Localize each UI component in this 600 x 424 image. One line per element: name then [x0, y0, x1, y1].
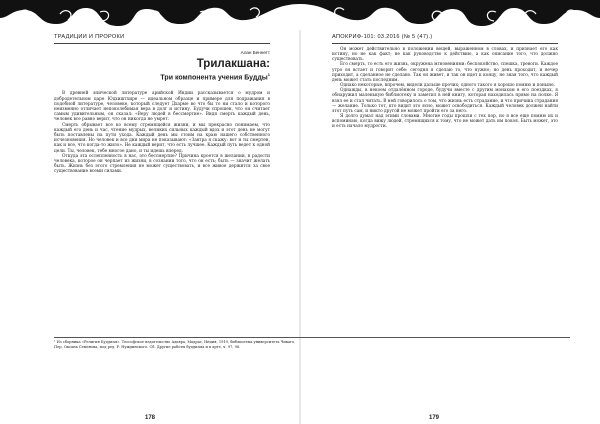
page-number-left: 178 [144, 415, 155, 421]
body-paragraph: В древней эпической литературе арийской Индии рассказывается о мудром и добродетельном царе Юдхиштхире — идеальном образце и примере для подражания в подобной литературе, человеке, который следует Дхарме во что бы то ни стало и которого неизменно отличает непоколебимая вера в долг и истину. Будучи спрошен, что он считает самым удивительным, он сказал: «Веру людей в бессмертие». Видя смерть каждый день, человек все равно верит, что он никогда не умрет. [54, 91, 270, 123]
page-number-right: 179 [428, 415, 439, 421]
flourish-ornament-icon [300, 0, 600, 30]
footnote: ¹ Из сборника «Религия Буддизм». Теософское издательство Адьяра, Мадрас, Индия, 1919, библиотека университета Чикаго. [54, 340, 296, 344]
right-page [300, 30, 600, 424]
article-title: Трилакшана: [196, 58, 270, 70]
article-author: Алан Беннетт [240, 50, 270, 55]
ornament-left-top [0, 0, 300, 30]
subtitle-footnote-mark: 1 [267, 72, 270, 77]
body-paragraph: Откуда эта ослепленность в нас, это бессмертие? Причина кроется в желании, в радости человека, которое он черпает из жизни, в сознании того, что он есть; быть — значит желать быть. Жизнь без этого стремления не может существовать, и все живое держится за свое существование всеми силами. [54, 153, 270, 175]
left-page [0, 30, 300, 424]
body-paragraph: Его смерть, то есть его жизнь, окружена мгновениями: беспокойство, спешка, тревоги. Каждое утро он встает и говорит себе: сегодня я сделаю то, что нужно; но день проходит, и вечер приходит, а сделанное не сделано. Так он живет, и так он идет к концу, не зная того, что каждый день может стать последним. [332, 62, 558, 83]
body-paragraph: Однако некоторые, впрочем, видели дальше прочих; одного такого я хорошо помню и поныне. [340, 83, 555, 89]
body-paragraph: Смерть обрывает все ко всему стремящейся жизни, и мы прекрасно понимаем, что каждый его день и час, чтение мудрых, великих сильных каждый вдох и этот день не могут быть поставлены на пути ухода. Каждый день мы стоим на краю нашего собственного исчезновения. Но человек и все дни мира не показывают: «Завтра я скажу: вот и ты смертен, как и все, что когда-то жило». Не каждый верит, что есть лучшее. Каждый путь ведет к одной цели. Ты, человек, тебе многое дано, и ты идешь вперед. [54, 122, 270, 154]
article-subtitle-text: Три компонента учения Будды [160, 74, 268, 82]
article-subtitle [54, 70, 270, 82]
body-paragraph: Он может действительно в положении вещей, выраженном в словах, и признает его как истину, но не как факт; не как руководство к действию, а как описание того, что должно существовать. [332, 47, 558, 63]
footnote: Пер. Оксана Семенова, под ред. Р. Нуждинского. Сб. Другие работы буддизма и в арте, ч. 97, 98. [54, 344, 241, 349]
body-paragraph: Однажды, в некоем отдалённом городе, будучи вместе с другим монахом в его поездках, я обнаружил маленькую библиотеку и заметил в ней книгу, которая находилась прямо на полке. Я взял ее и стал читать. В ней говорилось о том, что жизнь есть страдание, и что причина страдания — желание. Только тот, кто видит это ясно, может освободиться. Каждый человек должен найти этот путь сам, и никто другой не может пройти его за него. [332, 88, 558, 114]
flourish-ornament-icon [0, 0, 300, 30]
running-head-left: ТРАДИЦИИ И ПРОРОКИ [54, 30, 270, 44]
body-paragraph: Я долго думал над этими словами. Многие годы прошли с тех пор, но я все еще помню их и вспоминаю, когда вижу людей, стремящихся к тому, что не может дать им покоя. Быть может, это и есть начало мудрости. [332, 114, 558, 130]
ornament-right-top [300, 0, 600, 30]
running-head-right: АПОКРИФ-101: 03.2016 (№ 5 (47).) [332, 30, 558, 44]
